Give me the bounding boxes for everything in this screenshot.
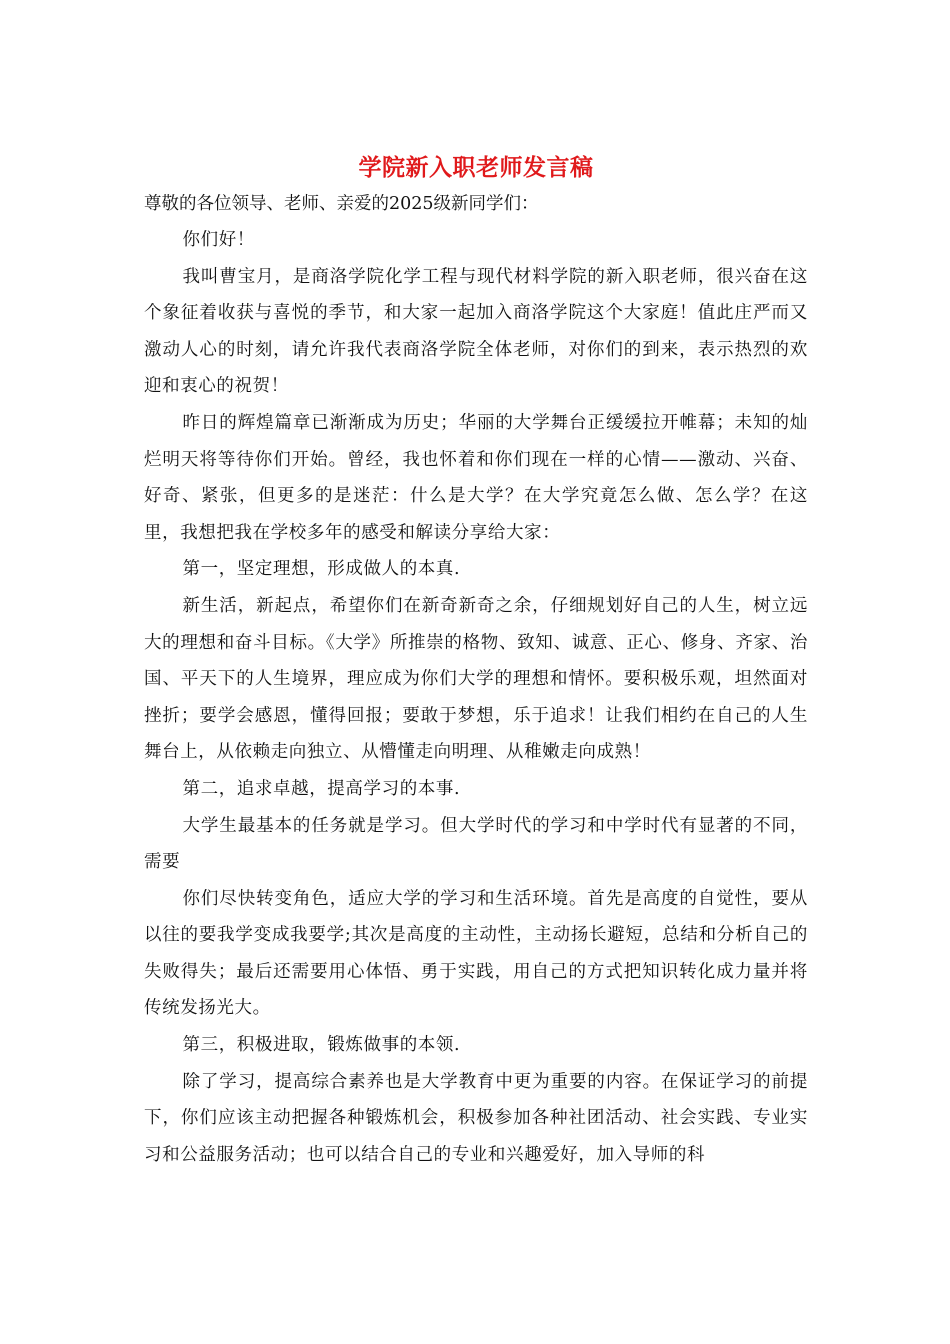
paragraph-point-one: 新生活，新起点，希望你们在新奇新奇之余，仔细规划好自己的人生，树立远大的理想和奋斗目标。《大学》所推崇的格物、致知、诚意、正心、修身、齐家、治国、平天下的人生境界，理应成为你们大学的理想和情怀。要积极乐观，坦然面对挫折；要学会感恩，懂得回报；要敢于梦想，乐于追求！让我们相约在自己的人生舞台上，从依赖走向独立、从懵懂走向明理、从稚嫩走向成熟！	[144, 595, 808, 763]
document-page	[144, 150, 808, 1173]
paragraph-introduction: 我叫曹宝月，是商洛学院化学工程与现代材料学院的新入职老师，很兴奋在这个象征着收获与喜悦的季节，和大家一起加入商洛学院这个大家庭！值此庄严而又激动人心的时刻，请允许我代表商洛学院全体老师，对你们的到来，表示热烈的欢迎和衷心的祝贺！	[144, 266, 808, 397]
heading-point-three: 第三，积极进取，锻炼做事的本领.	[182, 1035, 461, 1056]
paragraph-greeting: 你们好！	[182, 230, 255, 250]
paragraph-point-three: 除了学习，提高综合素养也是大学教育中更为重要的内容。在保证学习的前提下，你们应该主动把握各种锻炼机会，积极参加各种社团活动、社会实践、专业实习和公益服务活动；也可以结合自己的专业和兴趣爱好，加入导师的科	[144, 1071, 808, 1165]
paragraph-reflection: 昨日的辉煌篇章已渐渐成为历史；华丽的大学舞台正缓缓拉开帷幕；未知的灿烂明天将等待你们开始。曾经，我也怀着和你们现在一样的心情——激动、兴奋、好奇、紧张，但更多的是迷茫：什么是大学？在大学究竟怎么做、怎么学？在这里，我想把我在学校多年的感受和解读分享给大家：	[144, 412, 808, 543]
heading-point-one: 第一，坚定理想，形成做人的本真.	[182, 559, 461, 580]
paragraph-point-two-continued: 你们尽快转变角色，适应大学的学习和生活环境。首先是高度的自觉性，要从以往的要我学变成我要学;其次是高度的主动性，主动扬长避短，总结和分析自己的失败得失；最后还需要用心体悟、勇于实践，用自己的方式把知识转化成力量并将传统发扬光大。	[144, 888, 808, 1019]
heading-point-two: 第二，追求卓越，提高学习的本事.	[182, 778, 461, 799]
paragraph-point-two: 大学生最基本的任务就是学习。但大学时代的学习和中学时代有显著的不同，需要	[144, 815, 808, 873]
salutation: 尊敬的各位领导、老师、亲爱的2025级新同学们：	[144, 194, 539, 214]
document-title: 学院新入职老师发言稿	[358, 154, 594, 181]
